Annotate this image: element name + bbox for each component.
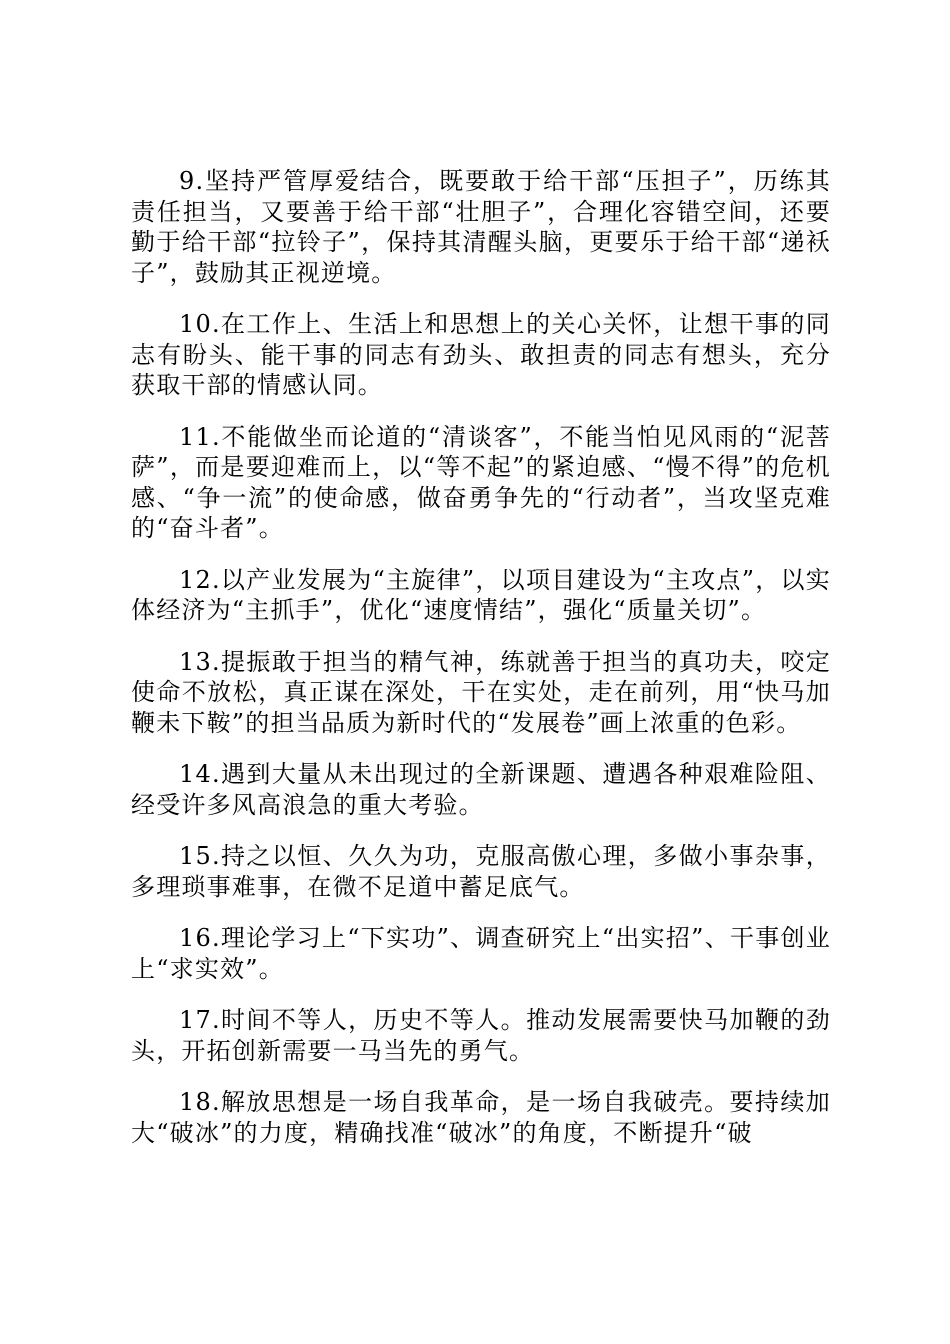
- paragraph-16: 16.理论学习上“下实功”、调查研究上“出实招”、干事创业上“求实效”。: [131, 924, 831, 983]
- paragraph-11: 11.不能做坐而论道的“清谈客”，不能当怕见风雨的“泥菩萨”，而是要迎难而上，以“等不起”的紧迫感、“慢不得”的危机感、“争一流”的使命感，做奋勇争先的“行动者”，当攻坚克难的“奋斗者”。: [131, 422, 831, 542]
- document-body: [131, 166, 831, 1169]
- paragraph-13: 13.提振敢于担当的精气神，练就善于担当的真功夫，咬定使命不放松，真正谋在深处，干在实处，走在前列，用“快马加鞭未下鞍”的担当品质为新时代的“发展卷”画上浓重的色彩。: [131, 647, 831, 737]
- paragraph-12: 12.以产业发展为“主旋律”，以项目建设为“主攻点”，以实体经济为“主抓手”，优化“速度情结”，强化“质量关切”。: [131, 565, 831, 624]
- paragraph-18: 18.解放思想是一场自我革命，是一场自我破壳。要持续加大“破冰”的力度，精确找准“破冰”的角度，不断提升“破: [131, 1088, 831, 1147]
- paragraph-15: 15.持之以恒、久久为功，克服高傲心理，多做小事杂事，多理琐事难事，在微不足道中蓄足底气。: [131, 842, 831, 901]
- paragraph-9: 9.坚持严管厚爱结合，既要敢于给干部“压担子”，历练其责任担当，又要善于给干部“壮胆子”，合理化容错空间，还要勤于给干部“拉铃子”，保持其清醒头脑，更要乐于给干部“递袄子”，鼓励其正视逆境。: [131, 167, 831, 287]
- paragraph-17: 17.时间不等人，历史不等人。推动发展需要快马加鞭的劲头，开拓创新需要一马当先的勇气。: [131, 1006, 831, 1065]
- paragraph-10: 10.在工作上、生活上和思想上的关心关怀，让想干事的同志有盼头、能干事的同志有劲头、敢担责的同志有想头，充分获取干部的情感认同。: [131, 310, 831, 399]
- paragraph-14: 14.遇到大量从未出现过的全新课题、遭遇各种艰难险阻、经受许多风高浪急的重大考验。: [131, 760, 831, 819]
